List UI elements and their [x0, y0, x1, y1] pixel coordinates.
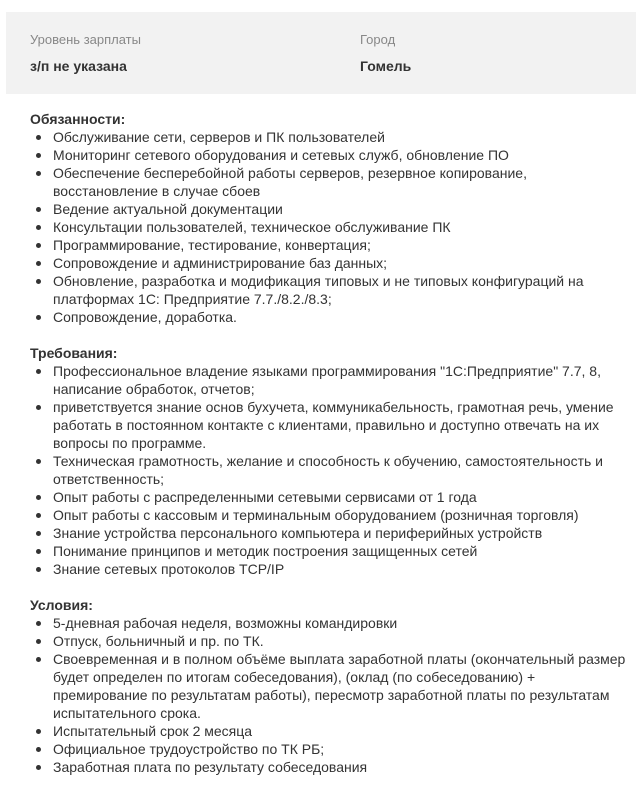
requirements-list	[30, 362, 626, 578]
conditions-list	[30, 614, 626, 776]
list-item: Консультации пользователей, техническое обслуживание ПК	[53, 218, 626, 236]
conditions-title: Условия:	[30, 597, 93, 613]
list-item: Испытательный срок 2 месяца	[53, 722, 626, 740]
list-item: Сопровождение и администрирование баз данных;	[53, 254, 626, 272]
list-item: Техническая грамотность, желание и способность к обучению, самостоятельность и ответственность;	[53, 452, 626, 488]
list-item: Знание сетевых протоколов TCP/IP	[53, 560, 626, 578]
list-item: Опыт работы с распределенными сетевыми сервисами от 1 года	[53, 488, 626, 506]
list-item: Обновление, разработка и модификация типовых и не типовых конфигураций на платформах 1С: Предприятие 7.7./8.2./8.3;	[53, 272, 626, 308]
list-item: Обслуживание сети, серверов и ПК пользователей	[53, 128, 626, 146]
list-item: Мониторинг сетевого оборудования и сетевых служб, обновление ПО	[53, 146, 626, 164]
list-item: Отпуск, больничный и пр. по ТК.	[53, 632, 626, 650]
list-item: Опыт работы с кассовым и терминальным оборудованием (розничная торговля)	[53, 506, 626, 524]
list-item: 5-дневная рабочая неделя, возможны командировки	[53, 614, 626, 632]
vacancy-summary-bar	[6, 12, 636, 94]
list-item: Знание устройства персонального компьютера и периферийных устройств	[53, 524, 626, 542]
salary-label: Уровень зарплаты	[30, 32, 141, 47]
list-item: Ведение актуальной документации	[53, 200, 626, 218]
duties-list	[30, 128, 626, 326]
requirements-title: Требования:	[30, 345, 118, 361]
section-gap	[30, 326, 626, 344]
city-label: Город	[360, 32, 396, 47]
list-item: Профессиональное владение языками программирования "1С:Предприятие" 7.7, 8, написание обработок, отчетов;	[53, 362, 626, 398]
list-item: Заработная плата по результату собеседования	[53, 758, 626, 776]
duties-title: Обязанности:	[30, 111, 126, 127]
section-gap	[30, 578, 626, 596]
list-item: Своевременная и в полном объёме выплата заработной платы (окончательный размер будет определен по итогам собеседования), (оклад (по собеседованию) + премирование по результатам работы), пересмотр заработной платы по результатам испытательного срока.	[53, 651, 626, 721]
list-item: Сопровождение, доработка.	[53, 308, 626, 326]
list-item: Понимание принципов и методик построения защищенных сетей	[53, 542, 626, 560]
salary-value: з/п не указана	[30, 58, 127, 74]
list-item: Программирование, тестирование, конвертация;	[53, 236, 626, 254]
list-item: приветствуется знание основ бухучета, коммуникабельность, грамотная речь, умение работать в постоянном контакте с клиентами, правильно и доступно отвечать на их вопросы по программе.	[53, 398, 626, 452]
list-item: Обеспечение бесперебойной работы серверов, резервное копирование, восстановление в случае сбоев	[53, 164, 626, 200]
vacancy-description	[30, 110, 626, 776]
city-value: Гомель	[360, 58, 412, 74]
list-item: Официальное трудоустройство по ТК РБ;	[53, 740, 626, 758]
